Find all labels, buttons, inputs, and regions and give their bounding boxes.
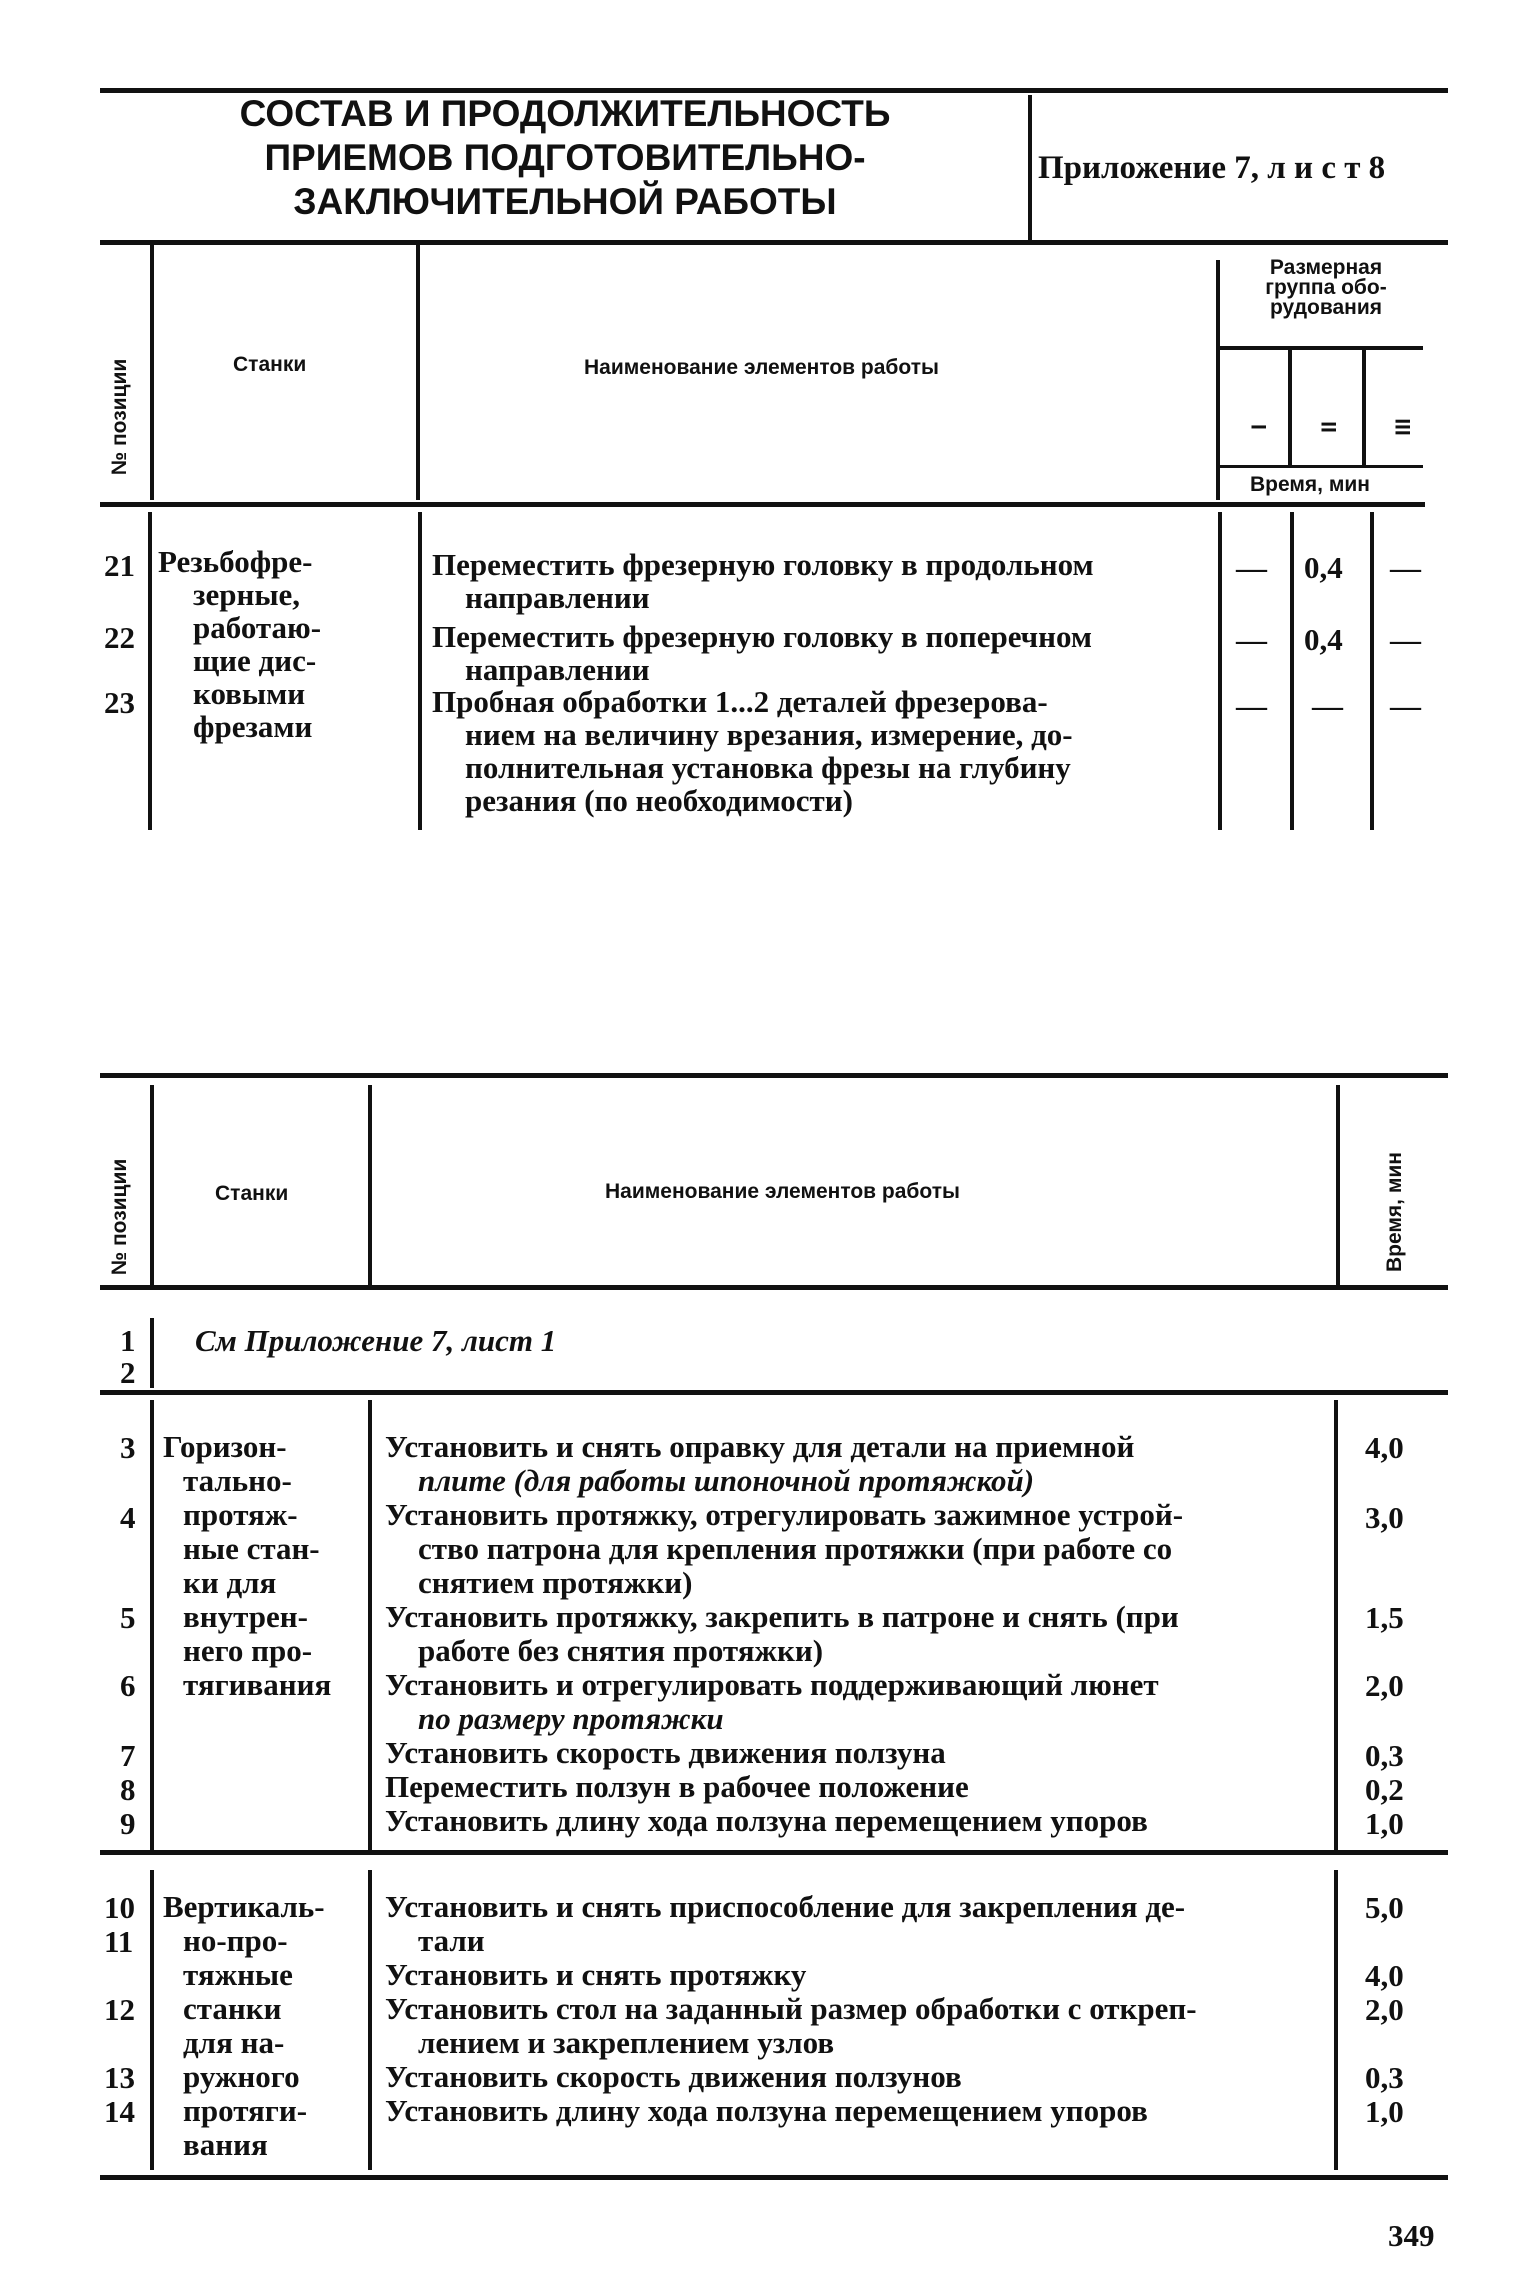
- t2-b-num-14: 14: [104, 2094, 135, 2129]
- t1-body-vline-1: [148, 512, 152, 830]
- t2-a-time-8: 0,2: [1365, 1772, 1404, 1807]
- t2-a-time-7: 0,3: [1365, 1738, 1404, 1773]
- t1-col-machines: Станки: [233, 353, 307, 376]
- t2-ref-num-1: 1: [120, 1323, 136, 1358]
- t1-row-22-text: Переместить фрезерную головку в поперечном направлении: [432, 619, 1093, 687]
- t2-a-vline-2: [368, 1400, 372, 1850]
- t1-row-21-v1: —: [1236, 550, 1267, 585]
- t2-a-vline-1: [150, 1400, 154, 1850]
- t1-row-23-v2: —: [1312, 688, 1343, 723]
- t2-a-bottom-rule: [100, 1850, 1448, 1855]
- t1-time-label: Время, мин: [1250, 473, 1370, 496]
- t1-group-iii: III: [1392, 418, 1415, 436]
- t1-col-elements: Наименование элементов работы: [584, 356, 939, 379]
- t1-group-vline-2: [1362, 350, 1366, 465]
- t1-vline-2: [416, 245, 420, 500]
- t2-ref-num-2: 2: [120, 1355, 136, 1390]
- t2-a-time-4: 3,0: [1365, 1500, 1404, 1535]
- t1-row-21-num: 21: [104, 548, 135, 583]
- t2-b-time-14: 1,0: [1365, 2094, 1404, 2129]
- t2-a-vline-3: [1334, 1400, 1338, 1850]
- t2-col-time: Время, мин: [1383, 1152, 1406, 1272]
- t1-body-vline-5: [1370, 512, 1374, 830]
- t2-b-num-10: 10: [104, 1890, 135, 1925]
- t2-a-time-6: 2,0: [1365, 1668, 1404, 1703]
- t2-b-machine: Вертикаль- но-про- тяжные станки для на- ружного протяги- вания: [163, 1889, 325, 2162]
- header-divider: [1028, 95, 1032, 243]
- t2-b-vline-1: [150, 1870, 154, 2170]
- t1-body-vline-3: [1218, 512, 1222, 830]
- t2-ref-vline: [150, 1318, 154, 1388]
- t2-a-time-9: 1,0: [1365, 1806, 1404, 1841]
- t1-row-23-num: 23: [104, 685, 135, 720]
- t1-row-23-v1: —: [1236, 688, 1267, 723]
- t1-row-22-v1: —: [1236, 622, 1267, 657]
- t1-vline-1: [150, 245, 154, 500]
- t2-a-num-8: 8: [120, 1772, 136, 1807]
- page-title: СОСТАВ И ПРОДОЛЖИТЕЛЬНОСТЬ ПРИЕМОВ ПОДГОТОВИТЕЛЬНО- ЗАКЛЮЧИТЕЛЬНОЙ РАБОТЫ: [239, 93, 891, 222]
- t2-b-lines: Установить и снять приспособление для закрепления де- тали Установить и снять протяжку Установить стол на заданный размер обработки с откреп- лением и закреплением узлов Установить скорость движения ползунов Установить длину хода ползуна перемещением упоров: [385, 1889, 1197, 2128]
- t2-col-position: № позиции: [108, 1158, 131, 1276]
- page-number: 349: [1388, 2218, 1435, 2253]
- t2-bottom-rule: [100, 2175, 1448, 2180]
- t2-col-machines: Станки: [215, 1182, 289, 1205]
- t2-a-time-5: 1,5: [1365, 1600, 1404, 1635]
- t2-a-num-7: 7: [120, 1738, 136, 1773]
- t1-row-22-v2: 0,4: [1304, 622, 1343, 657]
- t2-header-bottom-rule: [100, 1285, 1448, 1290]
- t2-b-time-10: 5,0: [1365, 1890, 1404, 1925]
- t1-col-position: № позиции: [108, 358, 131, 476]
- t2-b-time-11: 4,0: [1365, 1958, 1404, 1993]
- t2-ref-text: См Приложение 7, лист 1: [195, 1323, 557, 1358]
- t2-a-machine: Горизон- тально- протяж- ные стан- ки для внутрен- него про- тягивания: [163, 1429, 332, 1702]
- t1-row-21-text: Переместить фрезерную головку в продольном направлении: [432, 547, 1094, 615]
- t2-a-time-3: 4,0: [1365, 1430, 1404, 1465]
- t2-ref-bottom-rule: [100, 1390, 1448, 1395]
- t2-col-elements: Наименование элементов работы: [605, 1180, 960, 1203]
- t2-top-rule: [100, 1073, 1448, 1078]
- t1-vline-3: [1216, 260, 1220, 500]
- t1-body-vline-2: [418, 512, 422, 830]
- t2-head-vline-1: [150, 1085, 154, 1285]
- t2-b-time-13: 0,3: [1365, 2060, 1404, 2095]
- t2-a-num-4: 4: [120, 1500, 136, 1535]
- t1-group-i: I: [1248, 424, 1271, 430]
- t1-machine-label: Резьбофре- зерные, работаю- щие дис- ковыми фрезами: [158, 544, 322, 744]
- t2-head-vline-2: [368, 1085, 372, 1285]
- header-bottom-rule: [100, 240, 1448, 245]
- appendix-label: Приложение 7, л и с т 8: [1038, 150, 1386, 186]
- t1-body-vline-4: [1290, 512, 1294, 830]
- t1-header-bottom-rule: [100, 502, 1425, 507]
- t2-a-num-3: 3: [120, 1430, 136, 1465]
- t1-row-22-num: 22: [104, 620, 135, 655]
- t1-group-rule: [1218, 346, 1423, 350]
- t2-b-time-12: 2,0: [1365, 1992, 1404, 2027]
- t1-row-21-v2: 0,4: [1304, 550, 1343, 585]
- t2-a-lines: Установить и снять оправку для детали на приемной плите (для работы шпоночной протяжкой) Установить протяжку, отрегулировать зажимное устрой- ство патрона для крепления протяжки (при работе со снятием протяжки) Установить протяжку, закрепить в патроне и снять (при работе без снятия протяжки) Установить и отрегулировать поддерживающий люнет по размеру протяжки Установить скорость движения ползуна Переместить ползун в рабочее положение Установить длину хода ползуна перемещением упоров: [385, 1429, 1184, 1838]
- t1-group-vline-1: [1288, 350, 1292, 465]
- t1-time-rule: [1218, 465, 1423, 468]
- t1-col-group: Размерная группа обо- рудования: [1265, 256, 1387, 319]
- t2-b-vline-2: [368, 1870, 372, 2170]
- t1-row-21-v3: —: [1390, 550, 1421, 585]
- t1-group-ii: II: [1318, 421, 1341, 433]
- t2-b-num-12: 12: [104, 1992, 135, 2027]
- t2-b-num-13: 13: [104, 2060, 135, 2095]
- t1-row-23-text: Пробная обработки 1...2 деталей фрезерова- нием на величину врезания, измерение, до- полнительная установка фрезы на глубину резания (по необходимости): [432, 684, 1073, 818]
- t2-b-num-11: 11: [104, 1924, 134, 1959]
- t2-a-num-5: 5: [120, 1600, 136, 1635]
- t2-a-num-9: 9: [120, 1806, 136, 1841]
- t2-b-vline-3: [1334, 1870, 1338, 2170]
- t2-head-vline-3: [1336, 1085, 1340, 1285]
- t1-row-22-v3: —: [1390, 622, 1421, 657]
- t2-a-num-6: 6: [120, 1668, 136, 1703]
- t1-row-23-v3: —: [1390, 688, 1421, 723]
